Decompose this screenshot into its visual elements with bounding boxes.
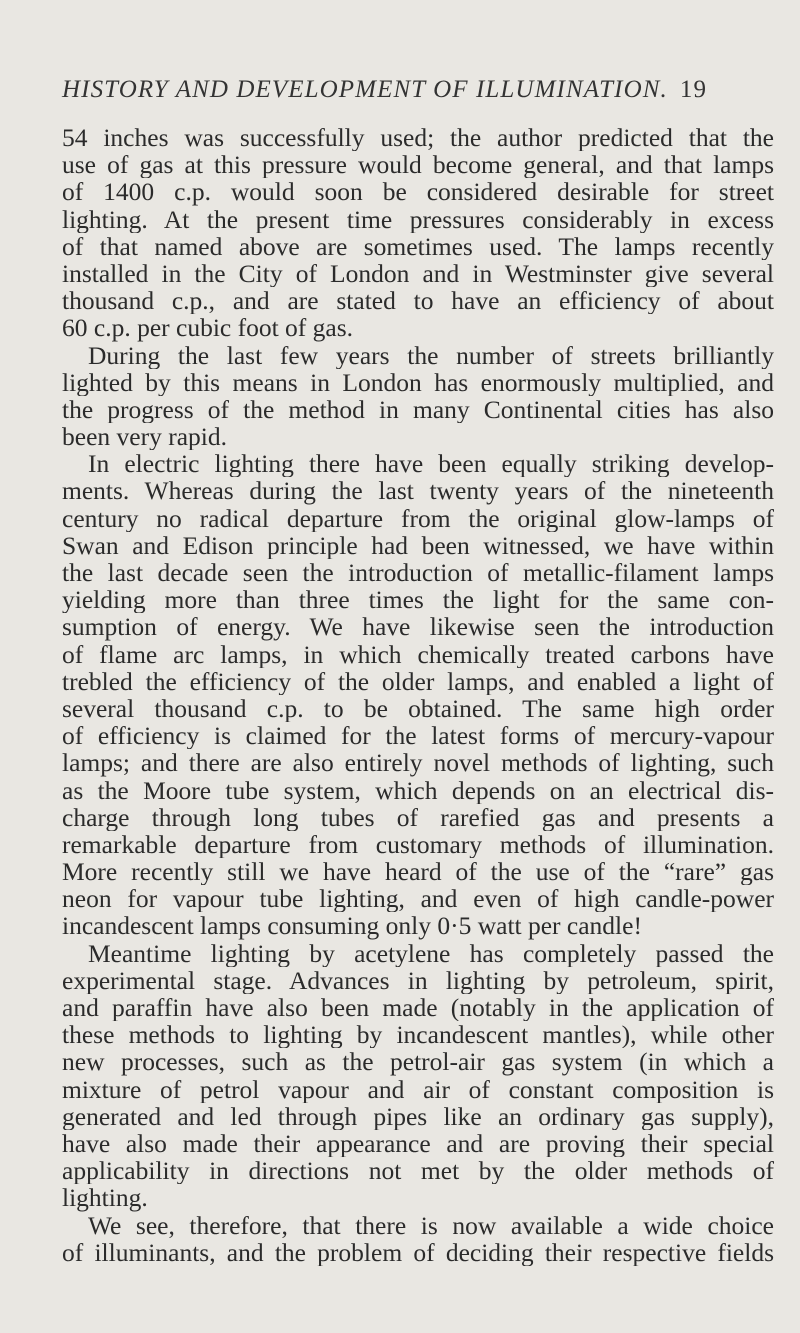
text-line: neon for vapour tube lighting, and even of high candle-power (62, 885, 774, 913)
text-line: lamps; and there are also entirely novel methods of lighting, such (62, 749, 774, 777)
text-line: thousand c.p., and are stated to have an efficiency of about (62, 287, 774, 315)
text-line: In electric lighting there have been equally striking develop- (88, 450, 774, 478)
text-line: as the Moore tube system, which depends on an electrical dis- (62, 776, 774, 804)
text-line: experimental stage. Advances in lighting by petroleum, spirit, (62, 966, 774, 994)
text-line: the progress of the method in many Continental cities has also (62, 395, 774, 424)
text-line: Meantime lighting by acetylene has completely passed the (88, 939, 774, 967)
text-line: remarkable departure from customary methods of illumination. (62, 830, 774, 859)
text-line: mixture of petrol vapour and air of constant composition is (62, 1075, 774, 1103)
text-line: been very rapid. (62, 423, 227, 451)
text-line: of illuminants, and the problem of deciding their respective fields (62, 1238, 774, 1266)
text-line: of flame arc lamps, in which chemically treated carbons have (62, 640, 774, 668)
text-line: 54 inches was successfully used; the author predicted that the (62, 124, 774, 152)
text-line: and paraffin have also been made (notably in the application of (62, 994, 774, 1022)
text-line: use of gas at this pressure would become general, and that lamps (62, 151, 774, 179)
text-line: have also made their appearance and are proving their special (62, 1129, 774, 1158)
text-line: the last decade seen the introduction of metallic-filament lamps (62, 559, 774, 587)
page-number: 19 (679, 76, 708, 103)
text-line: installed in the City of London and in Westminster give several (62, 259, 774, 288)
text-line: of that named above are sometimes used. The lamps recently (62, 232, 774, 260)
text-line: applicability in directions not met by the older methods of (62, 1157, 774, 1185)
text-line: During the last few years the number of streets brilliantly (88, 341, 774, 369)
text-line: lighted by this means in London has enormously multiplied, and (62, 368, 774, 396)
text-line: incandescent lamps consuming only 0·5 watt per candle! (62, 912, 642, 940)
text-line: trebled the efficiency of the older lamps, and enabled a light of (62, 667, 774, 695)
text-line: 60 c.p. per cubic foot of gas. (62, 314, 354, 342)
paragraph (62, 1212, 774, 1266)
text-line: generated and led through pipes like an ordinary gas supply), (62, 1102, 774, 1130)
text-line: of efficiency is claimed for the latest forms of mercury-vapour (62, 722, 774, 750)
text-line: of 1400 c.p. would soon be considered desirable for street (62, 178, 774, 206)
paragraph (62, 450, 774, 939)
text-line: these methods to lighting by incandescent mantles), while other (62, 1021, 774, 1049)
text-line: yielding more than three times the light for the same con- (62, 586, 774, 614)
paragraph (62, 124, 774, 342)
text-line: lighting. At the present time pressures considerably in excess (62, 205, 774, 233)
text-line: More recently still we have heard of the use of the “rare” gas (62, 858, 774, 886)
text-line: We see, therefore, that there is now available a wide choice (88, 1211, 774, 1239)
text-line: several thousand c.p. to be obtained. The same high order (62, 694, 774, 723)
text-line: new processes, such as the petrol-air gas system (in which a (62, 1048, 774, 1076)
text-line: lighting. (62, 1184, 148, 1212)
paragraph (62, 342, 774, 451)
running-head (62, 76, 774, 104)
text-line: Swan and Edison principle had been witnessed, we have within (62, 531, 774, 559)
text-line: charge through long tubes of rarefied gas and presents a (62, 803, 774, 831)
text-line: ments. Whereas during the last twenty years of the nineteenth (62, 477, 774, 505)
paragraph (62, 940, 774, 1212)
text-line: century no radical departure from the original glow-lamps of (62, 504, 774, 532)
running-title: HISTORY AND DEVELOPMENT OF ILLUMINATION. (62, 76, 668, 103)
text-line: sumption of energy. We have likewise seen the introduction (62, 613, 774, 641)
body-text (62, 124, 774, 1266)
